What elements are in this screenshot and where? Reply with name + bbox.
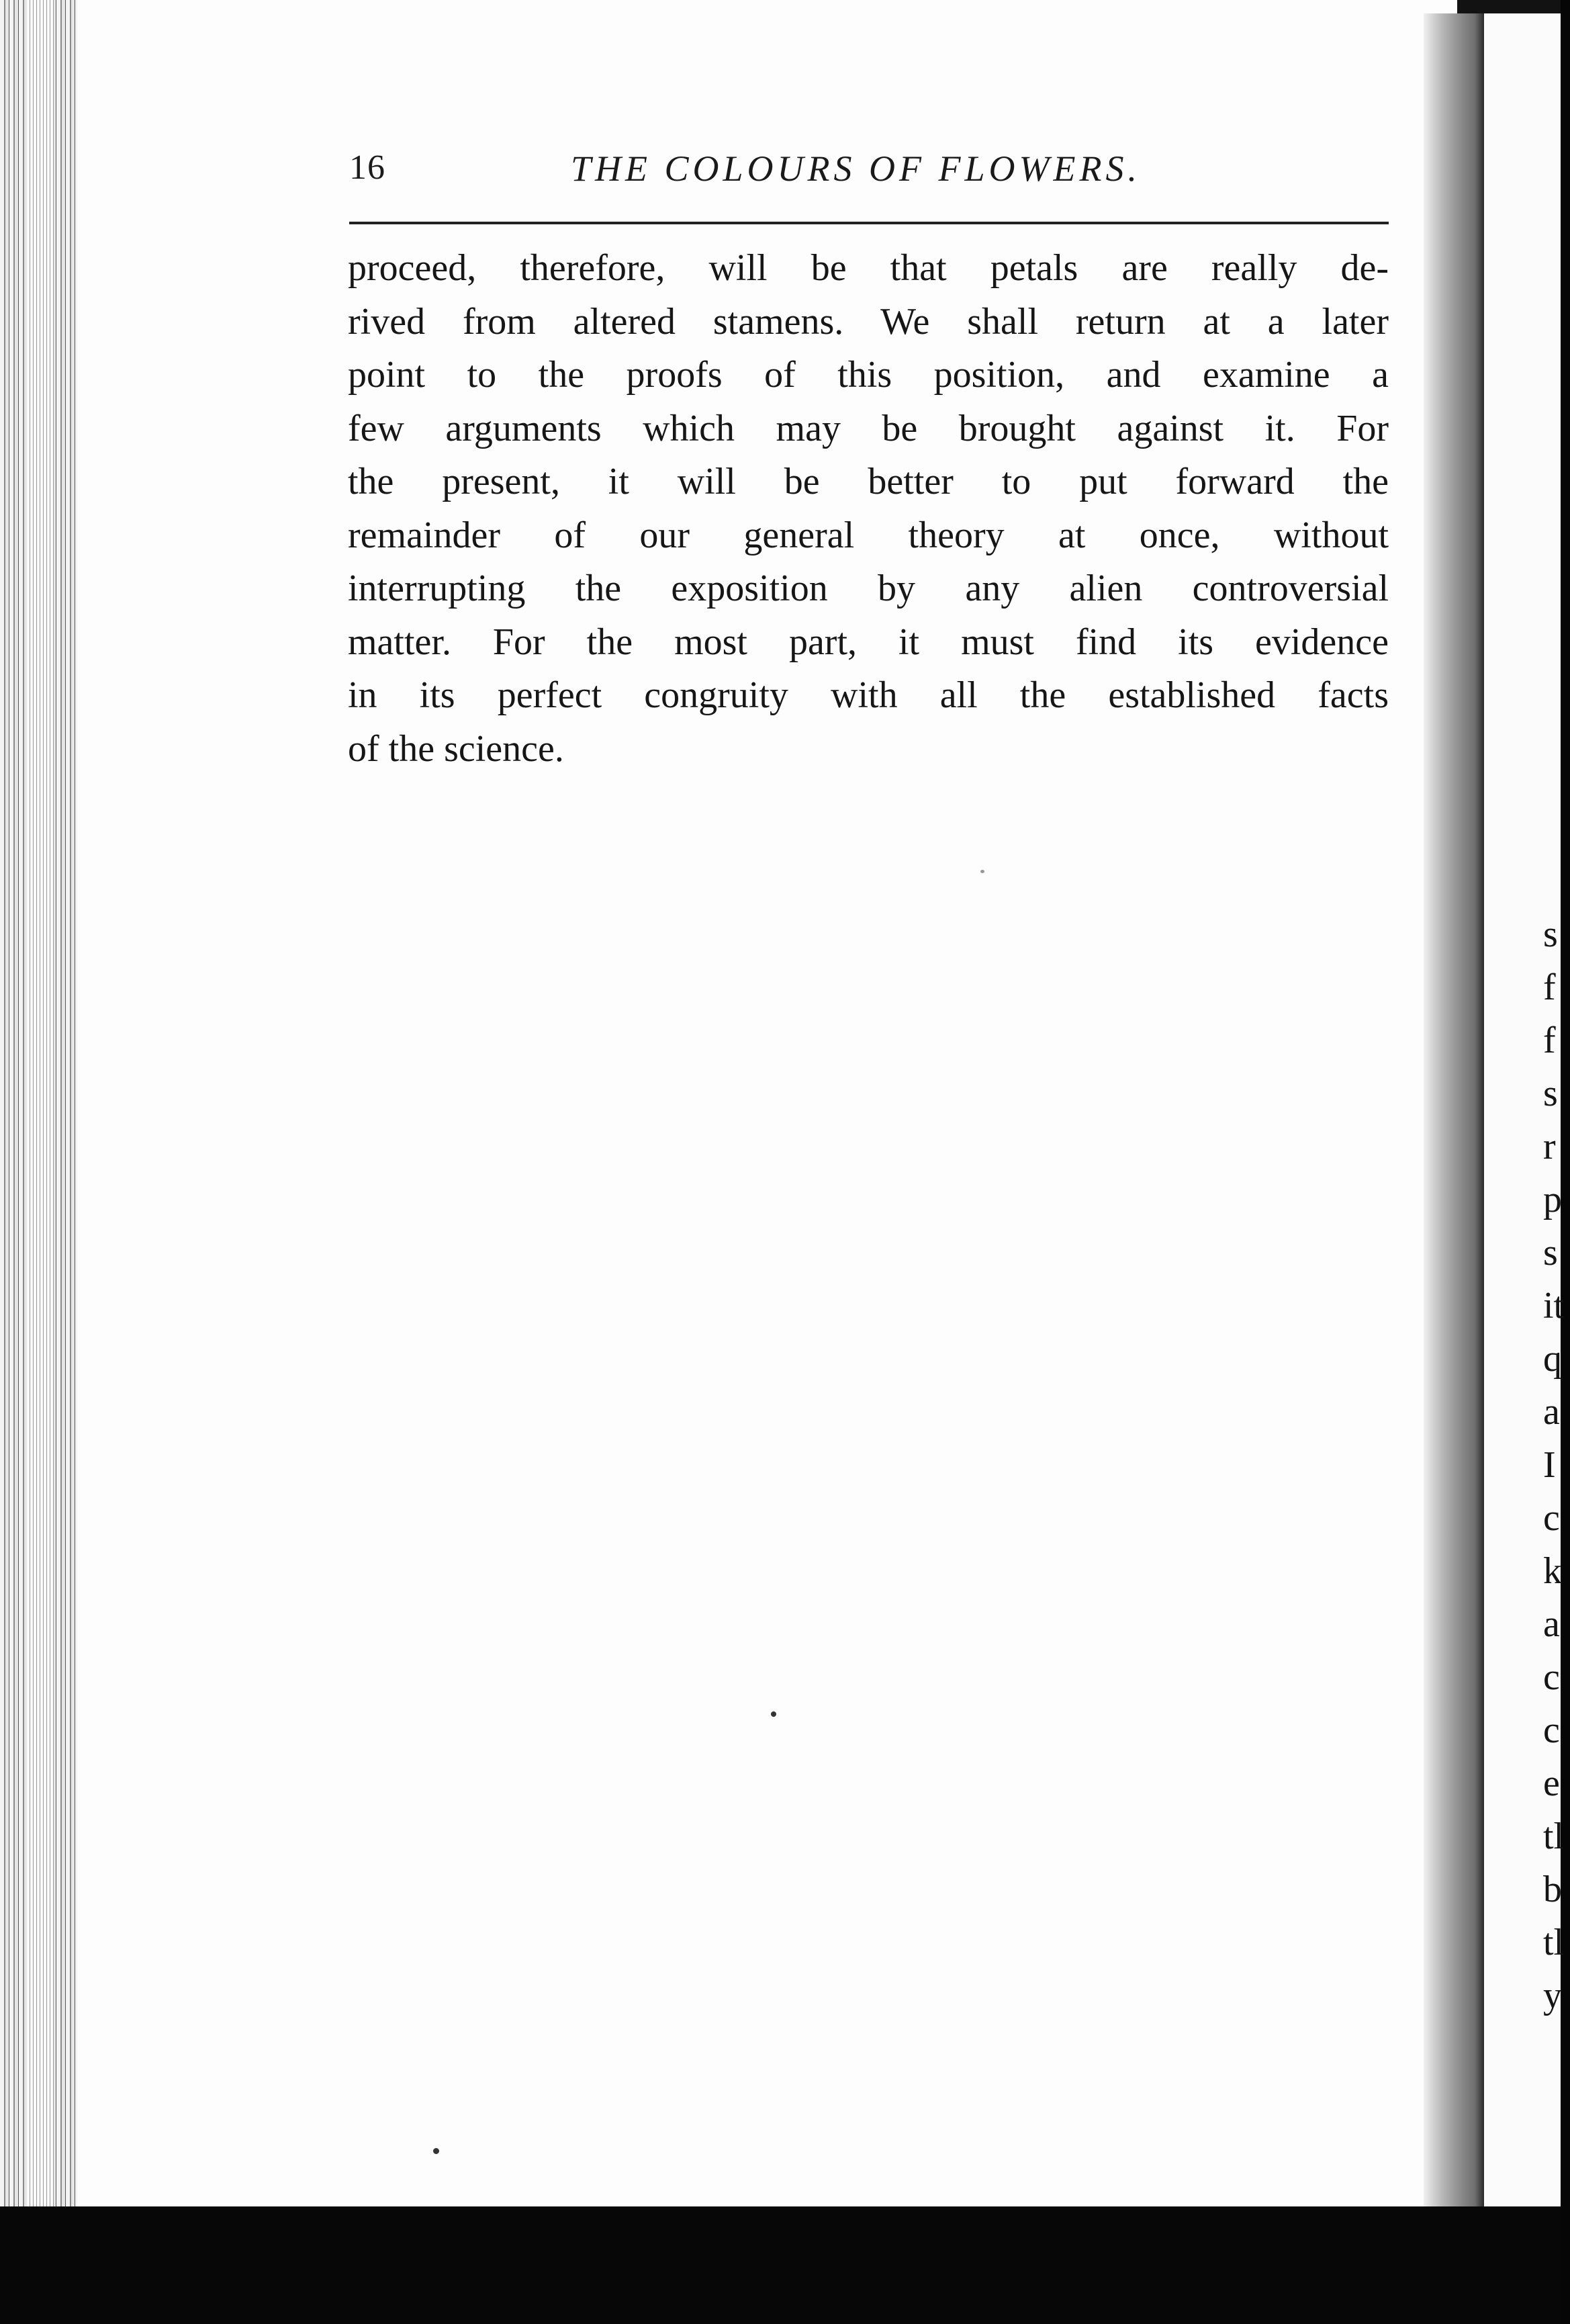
facing-fragment: e (1543, 1762, 1560, 1804)
facing-fragment: r (1543, 1126, 1556, 1167)
facing-fragment: y (1543, 1975, 1562, 2016)
facing-fragment: f (1543, 967, 1556, 1008)
header-rule (349, 222, 1389, 224)
scan-border-bottom (0, 2206, 1561, 2324)
facing-fragment: b (1543, 1869, 1562, 1910)
running-title: THE COLOURS OF FLOWERS. (571, 148, 1141, 189)
facing-fragment: a (1543, 1391, 1560, 1433)
page-number: 16 (349, 148, 385, 187)
facing-fragment: it (1543, 1285, 1565, 1327)
text-line: remainder of our general theory at once, without (348, 514, 1389, 556)
facing-fragment: s (1543, 913, 1558, 955)
text-line: matter. For the most part, it must find its evidence (348, 621, 1389, 663)
facing-fragment: a (1543, 1603, 1560, 1645)
facing-fragment: k (1543, 1550, 1562, 1592)
dust-speck (771, 1711, 776, 1717)
facing-fragment: tl (1543, 1922, 1565, 1963)
facing-fragment: p (1543, 1179, 1562, 1220)
body-paragraph (348, 242, 1389, 776)
text-line: of the science. (348, 727, 564, 770)
dust-speck (980, 870, 984, 873)
text-line: rived from altered stamens. We shall return at a later (348, 300, 1389, 343)
facing-fragment: s (1543, 1232, 1558, 1273)
scan-border-top (1457, 0, 1561, 15)
page-header (349, 148, 1390, 195)
text-line: the present, it will be better to put forward the (348, 461, 1389, 502)
facing-fragment: I (1543, 1444, 1556, 1486)
dust-speck (433, 2148, 439, 2154)
text-line: in its perfect congruity with all the established facts (348, 674, 1389, 716)
text-line: point to the proofs of this position, and examine a (348, 354, 1389, 396)
text-line: few arguments which may be brought against it. For (348, 407, 1389, 449)
facing-fragment: c (1543, 1656, 1560, 1698)
text-line: proceed, therefore, will be that petals are really de- (348, 247, 1389, 289)
text-line: interrupting the exposition by any alien controversial (348, 568, 1389, 609)
facing-fragment: tl (1543, 1816, 1565, 1857)
facing-fragment: q (1543, 1338, 1562, 1380)
facing-fragment: c (1543, 1709, 1560, 1751)
facing-fragment: c (1543, 1497, 1560, 1539)
book-gutter (1424, 13, 1484, 2247)
facing-page-text (1543, 908, 1570, 2022)
facing-fragment: s (1543, 1073, 1558, 1114)
facing-fragment: f (1543, 1020, 1556, 1061)
